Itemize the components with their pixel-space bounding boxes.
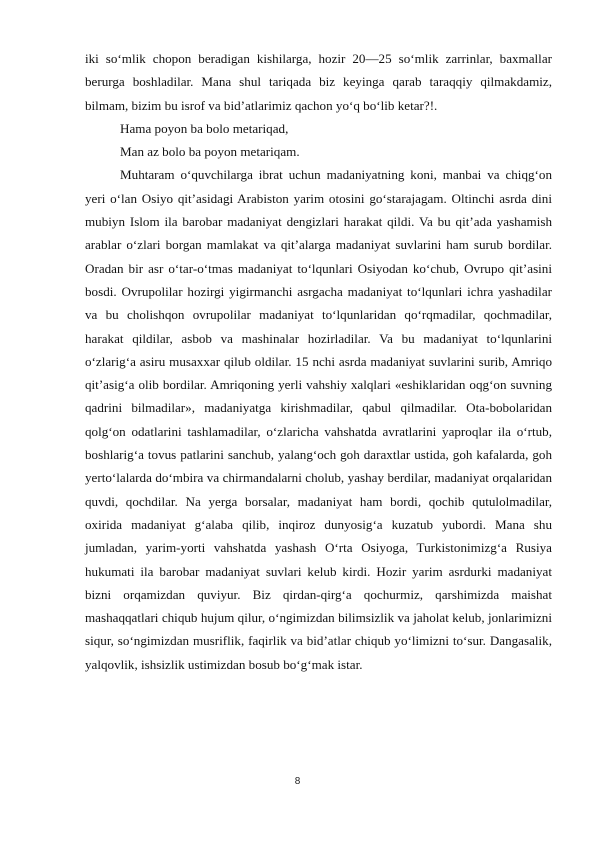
page-number: 8 xyxy=(294,776,301,787)
paragraph-main: Muhtaram o‘quvchilarga ibrat uchun madaniyatning koni, manbai va chiqg‘on yeri o‘lan Osiyo qit’asidagi Arabiston yarim otosini go‘starajagam. Oltinchi asrda dini mubiyn Islom ila barobar madaniyat dengizlari harakat qildi. Va bu qit’ada yashamish arablar o‘zlari borgan mamlakat va qit’alarga madaniyat suvlarini ham surub bordilar. Oradan bir asr o‘tar-o‘tmas madaniyat to‘lqunlari Osiyodan ko‘chub, Ovrupo qit’asini bosdi. Ovrupolilar hozirgi yigirmanchi asrgacha madaniyat to‘lqunlari ichra yashadilar va bu cholishqon ovrupolilar madaniyat to‘lqunlaridan qo‘rqmadilar, qochmadilar, harakat qildilar, asbob va mashinalar hozirladilar. Va bu madaniyat to‘lqunlarini o‘zlarig‘a asiru musaxxar qilub oldilar. 15 nchi asrda madaniyat suvlarini surib, Amriqo qit’asig‘a olib bordilar. Amriqoning yerli vahshiy xalqlari «eshiklaridan oqg‘on suvning qadrini bilmadilar», madaniyatga kirishmadilar, qabul qilmadilar. Ota-bobolaridan qolg‘on odatlarini tashlamadilar, o‘zlaricha vahshatda avratlarini yaproqlar ila o‘rtub, boshlarig‘a tovus patlarini sanchub, yalang‘och goh daraxtlar ustida, goh kafalarda, goh yerto‘lalarda do‘mbira va chirmandalarni cholub, yashay berdilar, madaniyat orqalaridan quvdi, qochdilar. Na yerga borsalar, madaniyat ham bordi, qochib qutulolmadilar, oxirida madaniyat g‘alaba qilib, inqiroz dunyosig‘a kuzatub yubordi. Mana shu jumladan, yarim-yorti vahshatda yashash O‘rta Osiyoga, Turkistonimizg‘a Rusiya hukumati ila barobar madaniyat suvlari kelub kirdi. Hozir yarim asrdurki madaniyat bizni orqamizdan quviyur. Biz qirdan-qirg‘a qochurmiz, qarshimizda maishat mashaqqatlari chiqub hujum qilur, o‘ngimizdan bilimsizlik va jaholat kelub, jonlarimizni siqur, so‘ngimizdan musriflik, faqirlik va bid’atlar chiqub yo‘limizni to‘sur. Dangasalik, yalqovlik, ishsizlik ustimizdan bosub bo‘g‘mak istar. xyxy=(85,167,552,672)
paragraph-continuation: iki so‘mlik chopon beradigan kishilarga, hozir 20—25 so‘mlik zarrinlar, baxmallar berurga boshladilar. Mana shul tariqada biz keyinga qarab taraqqiy qilmakdamiz, bilmam, bizim bu isrof va bid’atlarimiz qachon yo‘q bo‘lib ketar?!. xyxy=(85,51,552,113)
verse-line-1: Hama poyon ba bolo metariqad, xyxy=(120,120,289,136)
document-body xyxy=(85,47,552,676)
verse-line-2: Man az bolo ba poyon metariqam. xyxy=(120,144,300,160)
